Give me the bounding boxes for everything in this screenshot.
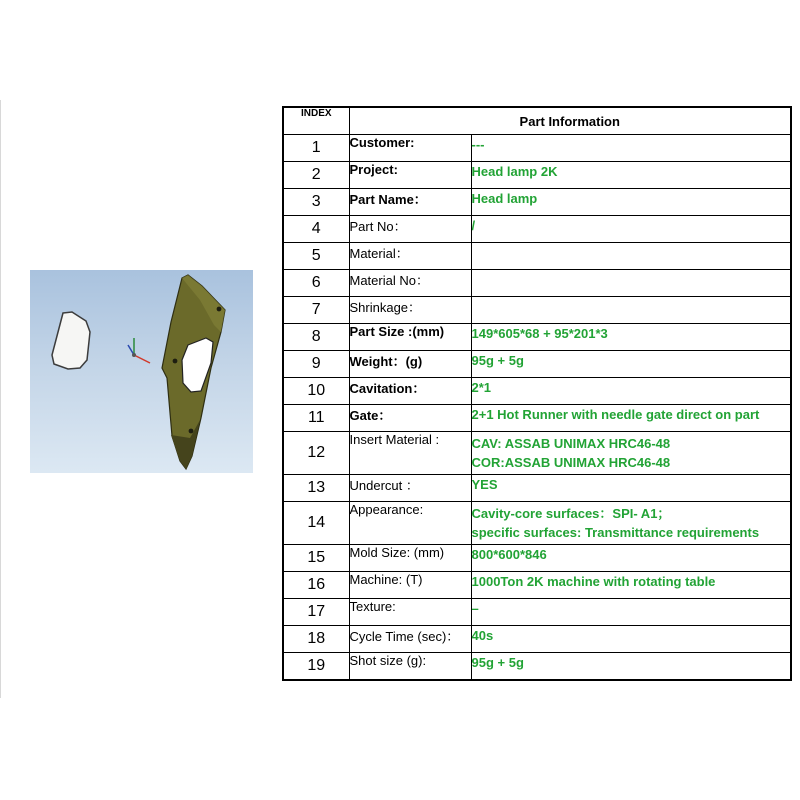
table-row bbox=[283, 162, 791, 189]
part-3d-render bbox=[30, 270, 253, 473]
table-row bbox=[283, 270, 791, 297]
row-index: 3 bbox=[283, 189, 349, 216]
table-row bbox=[283, 135, 791, 162]
table-row bbox=[283, 626, 791, 653]
row-index: 14 bbox=[283, 502, 349, 545]
row-value bbox=[471, 270, 791, 297]
table-row bbox=[283, 216, 791, 243]
row-label: Texture: bbox=[349, 599, 471, 626]
left-divider-line bbox=[0, 100, 1, 698]
table-row bbox=[283, 189, 791, 216]
row-label: Undercut ： bbox=[349, 475, 471, 502]
row-value-line: 2*1 bbox=[471, 380, 492, 395]
table-row bbox=[283, 502, 791, 545]
table-row bbox=[283, 405, 791, 432]
row-label: Project: bbox=[349, 162, 471, 189]
part-information-table bbox=[282, 106, 792, 681]
row-label: Cavitation： bbox=[349, 378, 471, 405]
row-index: 16 bbox=[283, 572, 349, 599]
row-label: Gate： bbox=[349, 405, 471, 432]
table-row bbox=[283, 243, 791, 270]
row-value bbox=[471, 626, 791, 653]
row-value bbox=[471, 162, 791, 189]
row-index: 9 bbox=[283, 351, 349, 378]
row-value-line: 149*605*68 + 95*201*3 bbox=[471, 326, 608, 341]
row-index: 6 bbox=[283, 270, 349, 297]
table-row bbox=[283, 545, 791, 572]
row-value-line: CAV: ASSAB UNIMAX HRC46-48 bbox=[471, 436, 671, 451]
row-index: 7 bbox=[283, 297, 349, 324]
row-label: Mold Size: (mm) bbox=[349, 545, 471, 572]
row-value bbox=[471, 572, 791, 599]
table-row bbox=[283, 599, 791, 626]
lens-piece bbox=[52, 312, 90, 369]
row-index: 19 bbox=[283, 653, 349, 681]
row-value-line: – bbox=[471, 601, 479, 616]
mount-hole-3 bbox=[189, 429, 194, 434]
row-value bbox=[471, 653, 791, 681]
mount-hole-2 bbox=[173, 359, 178, 364]
row-value-line: / bbox=[471, 218, 476, 233]
row-value-line: specific surfaces: Transmittance requirements bbox=[471, 525, 760, 540]
row-label: Machine: (T) bbox=[349, 572, 471, 599]
row-value-line: Cavity-core surfaces：SPI- A1； bbox=[471, 506, 671, 521]
head-lamp-part-image bbox=[30, 270, 253, 473]
row-index: 12 bbox=[283, 432, 349, 475]
row-index: 11 bbox=[283, 405, 349, 432]
table-header-row bbox=[283, 107, 791, 135]
table-row bbox=[283, 324, 791, 351]
row-value bbox=[471, 405, 791, 432]
row-value bbox=[471, 599, 791, 626]
row-index: 18 bbox=[283, 626, 349, 653]
row-index: 17 bbox=[283, 599, 349, 626]
table-row bbox=[283, 297, 791, 324]
index-header: INDEX bbox=[283, 107, 349, 135]
row-value bbox=[471, 502, 791, 545]
row-label: Part No： bbox=[349, 216, 471, 243]
row-value bbox=[471, 351, 791, 378]
row-value-line: --- bbox=[471, 137, 485, 152]
row-value-line: 800*600*846 bbox=[471, 547, 547, 562]
row-label: Weight：(g) bbox=[349, 351, 471, 378]
row-value-line: 1000Ton 2K machine with rotating table bbox=[471, 574, 716, 589]
row-index: 5 bbox=[283, 243, 349, 270]
row-value-line: 2+1 Hot Runner with needle gate direct on part bbox=[471, 407, 760, 422]
row-value bbox=[471, 189, 791, 216]
row-label: Shot size (g): bbox=[349, 653, 471, 681]
row-value bbox=[471, 135, 791, 162]
row-index: 8 bbox=[283, 324, 349, 351]
table-row bbox=[283, 475, 791, 502]
row-index: 15 bbox=[283, 545, 349, 572]
row-label: Part Size :(mm) bbox=[349, 324, 471, 351]
row-value-line: Head lamp 2K bbox=[471, 164, 558, 179]
row-value bbox=[471, 432, 791, 475]
row-label: Insert Material : bbox=[349, 432, 471, 475]
row-label: Customer: bbox=[349, 135, 471, 162]
row-value-line: COR:ASSAB UNIMAX HRC46-48 bbox=[471, 455, 671, 470]
row-value bbox=[471, 545, 791, 572]
row-index: 10 bbox=[283, 378, 349, 405]
row-value bbox=[471, 475, 791, 502]
row-value-line: YES bbox=[471, 477, 498, 492]
row-label: Material No： bbox=[349, 270, 471, 297]
table-row bbox=[283, 378, 791, 405]
table-row bbox=[283, 653, 791, 681]
row-label: Part Name： bbox=[349, 189, 471, 216]
row-value bbox=[471, 324, 791, 351]
row-index: 4 bbox=[283, 216, 349, 243]
row-value-line: 95g + 5g bbox=[471, 655, 524, 670]
row-label: Shrinkage： bbox=[349, 297, 471, 324]
row-label: Appearance: bbox=[349, 502, 471, 545]
row-value bbox=[471, 216, 791, 243]
row-index: 13 bbox=[283, 475, 349, 502]
row-index: 1 bbox=[283, 135, 349, 162]
row-value bbox=[471, 378, 791, 405]
row-value-line: 95g + 5g bbox=[471, 353, 524, 368]
row-value bbox=[471, 297, 791, 324]
row-value bbox=[471, 243, 791, 270]
row-value-line: Head lamp bbox=[471, 191, 538, 206]
row-label: Material： bbox=[349, 243, 471, 270]
axis-triad-icon bbox=[128, 338, 150, 363]
table-row bbox=[283, 572, 791, 599]
mount-hole-1 bbox=[217, 307, 222, 312]
row-value-line: 40s bbox=[471, 628, 494, 643]
table-row bbox=[283, 432, 791, 475]
part-information-header: Part Information bbox=[349, 107, 791, 135]
row-label: Cycle Time (sec)： bbox=[349, 626, 471, 653]
row-index: 2 bbox=[283, 162, 349, 189]
table-row bbox=[283, 351, 791, 378]
